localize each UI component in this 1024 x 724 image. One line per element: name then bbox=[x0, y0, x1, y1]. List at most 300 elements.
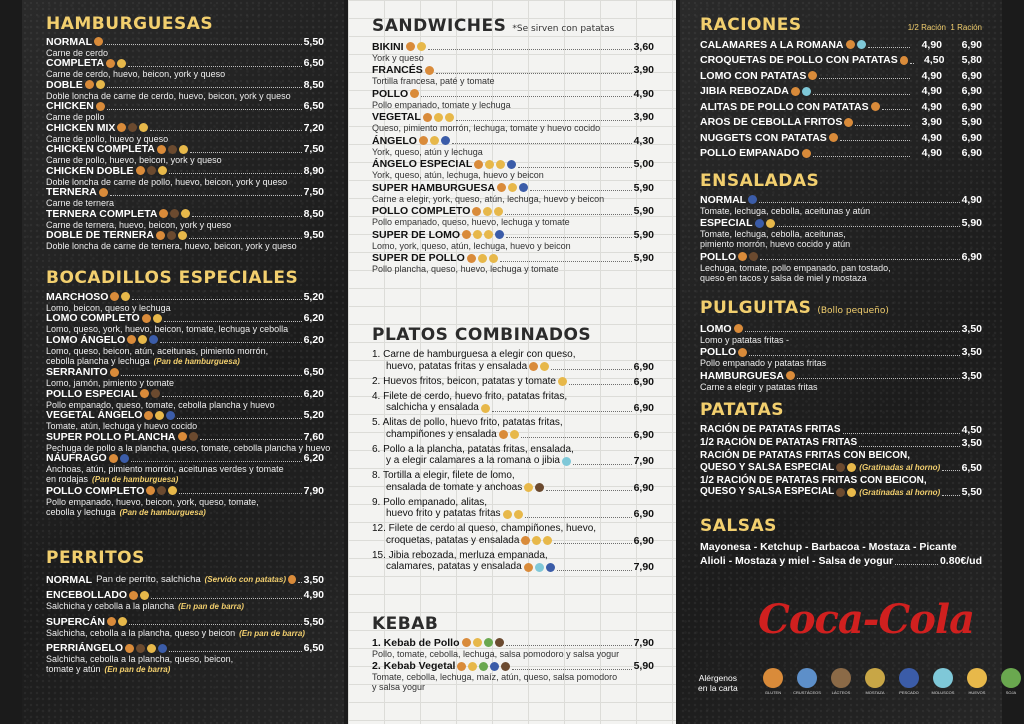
item-line: 15. Jibia rebozada, merluza empanada, bbox=[372, 549, 548, 561]
leader-dots bbox=[428, 43, 632, 50]
allergen-legend-label: MOLUSCOS bbox=[931, 690, 955, 695]
item-row bbox=[372, 229, 654, 241]
item-name: DOBLE DE TERNERA bbox=[46, 229, 154, 242]
item-price: 5,90 bbox=[633, 228, 654, 241]
allergen-icon bbox=[170, 209, 179, 218]
menu-item bbox=[372, 65, 654, 87]
item-description-text: en rodajas bbox=[46, 474, 89, 484]
allergen-icon bbox=[529, 362, 538, 371]
allergen-icon bbox=[514, 510, 523, 519]
item-row bbox=[372, 376, 654, 388]
item-row bbox=[700, 218, 982, 230]
allergen-icon bbox=[847, 463, 856, 472]
leader-dots bbox=[128, 60, 301, 67]
leader-dots bbox=[164, 315, 302, 322]
item-name: POLLO bbox=[372, 87, 409, 100]
leader-dots bbox=[129, 618, 302, 625]
item-description: Carne de ternera bbox=[46, 198, 115, 208]
allergen-icon bbox=[808, 71, 817, 80]
item-row bbox=[46, 453, 324, 465]
allergen-legend-label: LÁCTEOS bbox=[831, 690, 851, 695]
allergen-icon bbox=[417, 42, 426, 51]
menu-item bbox=[372, 229, 654, 251]
leader-dots bbox=[840, 134, 910, 141]
item-note: (Pan de hamburguesa) bbox=[92, 475, 179, 484]
menu-item bbox=[700, 194, 982, 216]
item-row bbox=[46, 101, 324, 113]
allergen-icon bbox=[532, 536, 541, 545]
allergen-legend-icon bbox=[933, 668, 953, 688]
racion-half-price: 4,90 bbox=[921, 85, 942, 98]
racion-row bbox=[700, 99, 982, 115]
item-row bbox=[700, 486, 982, 498]
item-name: MARCHOSO bbox=[46, 290, 109, 303]
leader-dots bbox=[121, 369, 302, 376]
item-price: 4,50 bbox=[961, 424, 982, 436]
item-line: QUESO Y SALSA ESPECIAL bbox=[700, 461, 835, 473]
item-name: LOMO ÁNGELO bbox=[46, 333, 126, 346]
allergen-icon bbox=[136, 644, 145, 653]
racion-half-price: 3,90 bbox=[921, 116, 942, 129]
item-row bbox=[700, 370, 982, 382]
ensaladas-section bbox=[700, 171, 982, 285]
item-description: Pollo empanado y patatas fritas bbox=[700, 358, 827, 368]
racion-name: AROS DE CEBOLLA FRITOS bbox=[700, 116, 843, 129]
item-row bbox=[700, 437, 982, 449]
item-row bbox=[46, 291, 324, 303]
item-price: 4,30 bbox=[633, 134, 654, 147]
item-name: ÁNGELO ESPECIAL bbox=[372, 158, 473, 171]
item-price: 6,20 bbox=[303, 333, 324, 346]
item-price: 7,60 bbox=[303, 430, 324, 443]
leader-dots bbox=[819, 72, 910, 79]
item-line: RACIÓN DE PATATAS FRITAS bbox=[700, 424, 841, 436]
item-name: ÁNGELO bbox=[372, 134, 417, 147]
leader-dots bbox=[452, 137, 632, 144]
leader-dots bbox=[749, 349, 959, 356]
allergen-icon bbox=[535, 563, 544, 572]
allergen-icon bbox=[543, 536, 552, 545]
menu-item bbox=[46, 122, 324, 144]
pulguitas-section bbox=[700, 298, 982, 394]
item-row bbox=[372, 206, 654, 218]
item-description: Anchoas, atún, pimiento morrón, aceitunas verdes y tomate bbox=[46, 464, 284, 474]
item-price: 3,50 bbox=[303, 573, 324, 586]
item-row bbox=[46, 36, 324, 48]
allergen-icon bbox=[766, 219, 775, 228]
item-price: 5,50 bbox=[303, 615, 324, 628]
item-description bbox=[46, 507, 324, 518]
leader-dots bbox=[569, 378, 632, 385]
numbered-item bbox=[700, 424, 982, 436]
allergen-icon bbox=[419, 136, 428, 145]
allergen-icon bbox=[473, 230, 482, 239]
leader-dots bbox=[110, 189, 302, 196]
item-description: y salsa yogur bbox=[372, 682, 426, 692]
allergen-legend-item bbox=[964, 668, 990, 695]
item-description: Lomo, jamón, pimiento y tomate bbox=[46, 378, 175, 388]
item-price: 5,90 bbox=[633, 205, 654, 218]
allergen-icon bbox=[155, 411, 164, 420]
item-name: DOBLE bbox=[46, 78, 83, 91]
left-panel bbox=[22, 0, 344, 724]
item-description: Pollo plancha, queso, huevo, lechuga y tomate bbox=[372, 264, 559, 274]
sandwiches-section bbox=[372, 16, 654, 276]
section-title: RACIONES bbox=[700, 15, 802, 35]
item-name: CHICKEN MIX bbox=[46, 121, 116, 134]
item-price: 5,20 bbox=[303, 409, 324, 422]
allergen-icon bbox=[497, 183, 506, 192]
allergen-icon bbox=[479, 662, 488, 671]
item-description: Lomo, beicon, queso y lechuga bbox=[46, 302, 171, 313]
allergen-icon bbox=[189, 432, 198, 441]
item-price: 3,90 bbox=[633, 111, 654, 124]
item-row bbox=[46, 431, 324, 443]
salsas-line1: Mayonesa - Ketchup - Barbacoa - Mostaza - Picante bbox=[700, 541, 957, 553]
item-price: 6,90 bbox=[633, 402, 654, 414]
allergen-legend-item bbox=[998, 668, 1024, 695]
salsas-price: 0.80€/ud bbox=[939, 555, 982, 567]
allergen-icon bbox=[153, 314, 162, 323]
item-price: 6,50 bbox=[303, 366, 324, 379]
leader-dots bbox=[777, 220, 960, 227]
allergen-icon bbox=[474, 160, 483, 169]
menu-item bbox=[46, 430, 331, 453]
section-title: PULGUITAS bbox=[700, 298, 812, 318]
allergen-icon bbox=[158, 166, 167, 175]
item-row bbox=[46, 313, 324, 325]
item-name: FRANCÉS bbox=[372, 64, 423, 77]
leader-dots bbox=[518, 161, 631, 168]
item-line: 8. Tortilla a elegir, filete de lomo, bbox=[372, 470, 515, 481]
item-line: 9. Pollo empanado, alitas, bbox=[372, 496, 488, 508]
leader-dots bbox=[105, 38, 301, 45]
allergen-icon bbox=[481, 404, 490, 413]
allergen-icon bbox=[749, 252, 758, 261]
allergen-icon bbox=[109, 454, 118, 463]
item-description: York y queso bbox=[372, 52, 424, 63]
allergen-icon bbox=[146, 486, 155, 495]
allergen-icon bbox=[734, 324, 743, 333]
allergen-legend-icon bbox=[899, 668, 919, 688]
leader-dots bbox=[179, 487, 301, 494]
item-note: (Gratinadas al horno) bbox=[859, 487, 941, 497]
allergen-icon bbox=[120, 454, 129, 463]
item-name: VEGETAL bbox=[372, 111, 421, 124]
alergenos-label-2: en la carta bbox=[698, 683, 738, 693]
allergen-icon bbox=[802, 87, 811, 96]
allergen-icon bbox=[507, 160, 516, 169]
item-row bbox=[46, 187, 324, 199]
menu-item bbox=[372, 41, 654, 63]
item-description: Salchicha, cebolla a la plancha, queso, beicon, bbox=[46, 654, 234, 664]
coca-cola-logo: Coca-Cola bbox=[758, 596, 975, 643]
menu-item bbox=[700, 251, 982, 283]
racion-row bbox=[700, 146, 982, 162]
allergen-legend-icon bbox=[831, 668, 851, 688]
allergen-icon bbox=[836, 463, 845, 472]
item-name: NORMAL bbox=[700, 193, 747, 206]
item-name: POLLO bbox=[700, 346, 737, 359]
allergen-icon bbox=[508, 183, 517, 192]
allergen-legend-item bbox=[760, 668, 786, 695]
item-row bbox=[372, 508, 654, 520]
allergen-icon bbox=[117, 123, 126, 132]
item-price: 6,90 bbox=[633, 534, 654, 547]
allergen-icon bbox=[468, 662, 477, 671]
item-note: (Gratinadas al horno) bbox=[859, 463, 941, 472]
item-line: 1/2 RACIÓN DE PATATAS FRITAS CON BEICON, bbox=[700, 474, 927, 486]
leader-dots bbox=[169, 645, 302, 652]
menu-item bbox=[46, 58, 324, 80]
item-row bbox=[700, 323, 982, 335]
section-title: KEBAB bbox=[372, 614, 439, 634]
allergen-icon bbox=[178, 231, 187, 240]
allergen-icon bbox=[496, 160, 505, 169]
item-description: Lomo y patatas fritas - bbox=[700, 334, 790, 345]
racion-name: ALITAS DE POLLO CON PATATAS bbox=[700, 100, 869, 113]
leader-dots bbox=[512, 663, 631, 670]
item-price: 8,50 bbox=[303, 78, 324, 91]
leader-dots bbox=[521, 431, 632, 438]
item-note: (En pan de barra) bbox=[239, 628, 305, 638]
item-price: 6,90 bbox=[633, 481, 654, 494]
item-description: Pollo empanado, queso, huevo, lechuga y tomate bbox=[372, 217, 570, 227]
item-row bbox=[372, 535, 654, 547]
racion-half-price: 4,90 bbox=[921, 100, 942, 113]
item-price: 6,50 bbox=[961, 461, 982, 474]
numbered-item bbox=[372, 550, 654, 574]
allergen-legend-item bbox=[930, 668, 956, 695]
item-name: 2. Kebab Vegetal bbox=[372, 660, 456, 673]
item-price: 7,90 bbox=[633, 561, 654, 573]
leader-dots bbox=[882, 103, 910, 110]
allergen-icon bbox=[462, 638, 471, 647]
item-line: salchicha y ensalada bbox=[386, 402, 479, 414]
allergen-legend-label: GLUTEN bbox=[764, 690, 782, 695]
racion-full-price: 6,90 bbox=[961, 147, 982, 160]
allergen-icon bbox=[423, 113, 432, 122]
item-price: 5,90 bbox=[633, 660, 654, 673]
item-row bbox=[46, 165, 324, 177]
allergen-icon bbox=[871, 102, 880, 111]
item-name: NÁUFRAGO bbox=[46, 452, 107, 465]
item-line: 12. Filete de cerdo al queso, champiñones, huevo, bbox=[372, 523, 597, 534]
leader-dots bbox=[573, 458, 632, 465]
allergen-icon bbox=[168, 145, 177, 154]
allergen-icon bbox=[138, 335, 147, 344]
allergen-legend-icon bbox=[865, 668, 885, 688]
item-description: Tomate, lechuga, cebolla, aceitunas, bbox=[700, 229, 846, 239]
item-price: 5,90 bbox=[961, 217, 982, 230]
alergenos-label bbox=[698, 673, 738, 693]
allergen-icon bbox=[748, 195, 757, 204]
item-note: (En pan de barra) bbox=[104, 665, 171, 674]
menu-item bbox=[46, 574, 324, 586]
section-title: SANDWICHES bbox=[372, 16, 507, 36]
item-description: York, queso, atún y lechuga bbox=[372, 146, 483, 157]
item-row bbox=[46, 122, 324, 134]
item-price: 4,90 bbox=[961, 193, 982, 206]
leader-dots bbox=[436, 67, 632, 74]
leader-dots bbox=[760, 253, 959, 260]
menu-item bbox=[46, 334, 324, 367]
item-name: POLLO bbox=[700, 250, 737, 263]
item-description-text: Salchicha y cebolla a la plancha bbox=[46, 601, 175, 611]
item-description: Queso, pimiento morrón, lechuga, tomate y huevo cocido bbox=[372, 123, 601, 133]
item-price: 8,50 bbox=[303, 207, 324, 220]
numbered-item bbox=[372, 470, 654, 494]
allergen-legend-icon bbox=[967, 668, 987, 688]
allergen-icon bbox=[755, 219, 764, 228]
item-price: 6,50 bbox=[303, 100, 324, 113]
allergen-icon bbox=[501, 662, 510, 671]
racion-name: CROQUETAS DE POLLO CON PATATAS bbox=[700, 54, 898, 67]
item-row bbox=[46, 574, 324, 586]
item-row bbox=[46, 485, 324, 497]
item-line: calamares, patatas y ensalada bbox=[386, 561, 522, 573]
allergen-icon bbox=[562, 457, 571, 466]
raciones-column-headers bbox=[908, 23, 982, 32]
item-description: York, queso, atún, lechuga, huevo y beicon bbox=[372, 170, 544, 180]
allergen-legend-item bbox=[896, 668, 922, 695]
item-row bbox=[700, 194, 982, 206]
item-row bbox=[372, 482, 654, 494]
item-price: 5,90 bbox=[633, 181, 654, 194]
allergen-icon bbox=[441, 136, 450, 145]
item-row bbox=[46, 643, 324, 655]
item-description bbox=[46, 474, 324, 485]
allergen-icon bbox=[406, 42, 415, 51]
leader-dots bbox=[813, 150, 910, 157]
racion-name: POLLO EMPANADO bbox=[700, 147, 800, 160]
item-price: 3,50 bbox=[961, 437, 982, 449]
item-description bbox=[46, 356, 324, 367]
racion-row bbox=[700, 130, 982, 146]
allergen-icon bbox=[158, 644, 167, 653]
section-title-wrap bbox=[372, 16, 654, 39]
item-price: 6,20 bbox=[303, 387, 324, 400]
allergen-icon bbox=[410, 89, 419, 98]
menu-item bbox=[46, 485, 324, 518]
allergen-legend-label: PESCADO bbox=[899, 690, 919, 695]
leader-dots bbox=[813, 88, 910, 95]
menu-item bbox=[372, 206, 654, 228]
allergen-icon bbox=[121, 292, 130, 301]
leader-dots bbox=[160, 336, 301, 343]
item-name: LOMO COMPLETO bbox=[46, 312, 140, 325]
leader-dots bbox=[546, 484, 631, 491]
racion-name: LOMO CON PATATAS bbox=[700, 69, 807, 82]
leader-dots bbox=[859, 440, 959, 447]
menu-item bbox=[46, 101, 324, 123]
item-description: Carne de pollo bbox=[46, 112, 105, 122]
item-row bbox=[46, 230, 324, 242]
item-line: huevo frito y patatas fritas bbox=[386, 508, 501, 520]
allergen-icon bbox=[786, 371, 795, 380]
allergen-icon bbox=[425, 66, 434, 75]
racion-name: NUGGETS CON PATATAS bbox=[700, 131, 827, 144]
item-description: Lechuga, tomate, pollo empanado, pan tostado, bbox=[700, 262, 891, 273]
item-description: Tomate, lechuga, cebolla, aceitunas y atún bbox=[700, 205, 871, 216]
leader-dots bbox=[745, 325, 960, 332]
menu-item bbox=[46, 36, 324, 58]
item-row bbox=[372, 637, 654, 649]
item-name: HAMBURGUESA bbox=[700, 369, 784, 382]
item-row bbox=[372, 41, 654, 53]
item-description-text: cebolla y lechuga bbox=[46, 506, 116, 517]
item-name: SERRANITO bbox=[46, 366, 108, 379]
allergen-icon bbox=[558, 377, 567, 386]
item-inline-desc: Pan de perrito, salchicha bbox=[96, 573, 201, 585]
allergen-legend-label: SOJA bbox=[1005, 690, 1017, 695]
allergen-icon bbox=[178, 432, 187, 441]
item-name: NORMAL bbox=[46, 573, 93, 586]
section-title-wrap bbox=[700, 298, 982, 321]
leader-dots bbox=[192, 210, 301, 217]
col-full: 1 Ración bbox=[950, 23, 982, 32]
numbered-item bbox=[700, 450, 982, 474]
item-price: 3,90 bbox=[633, 64, 654, 77]
leader-dots bbox=[190, 146, 302, 153]
item-description: Carne a elegir, york, queso, atún, lechuga, huevo y beicon bbox=[372, 193, 605, 204]
menu-item bbox=[46, 79, 324, 101]
leader-dots bbox=[843, 427, 960, 434]
salsas-section bbox=[700, 516, 982, 568]
item-price: 6,90 bbox=[633, 360, 654, 373]
allergen-icon bbox=[535, 483, 544, 492]
item-line: croquetas, patatas y ensalada bbox=[386, 534, 520, 546]
item-name: ESPECIAL bbox=[700, 217, 753, 230]
menu-item bbox=[46, 144, 324, 166]
item-name: 1. Kebab de Pollo bbox=[372, 636, 460, 649]
numbered-item bbox=[372, 523, 654, 547]
item-line: 5. Alitas de pollo, huevo frito, patatas fritas, bbox=[372, 417, 563, 428]
item-row bbox=[46, 410, 324, 422]
leader-dots bbox=[942, 464, 959, 471]
allergen-icon bbox=[96, 102, 105, 111]
racion-half-price: 4,90 bbox=[921, 38, 942, 51]
leader-dots bbox=[492, 405, 632, 412]
racion-full-price: 6,90 bbox=[961, 85, 982, 98]
item-row bbox=[372, 88, 654, 100]
leader-dots bbox=[177, 412, 301, 419]
item-line: champiñones y ensalada bbox=[386, 428, 497, 440]
menu-item bbox=[372, 88, 654, 110]
item-name: NORMAL bbox=[46, 35, 93, 48]
leader-dots bbox=[557, 564, 632, 571]
item-price: 5,00 bbox=[633, 158, 654, 171]
allergen-icon bbox=[106, 59, 115, 68]
allergen-icon bbox=[129, 591, 138, 600]
item-row bbox=[372, 253, 654, 265]
allergen-icon bbox=[157, 486, 166, 495]
allergen-legend-label: CRUSTÁCEOS bbox=[793, 690, 821, 695]
menu-item bbox=[700, 323, 982, 345]
item-description: Lomo, queso, york, huevo, beicon, tomate, lechuga y cebolla bbox=[46, 324, 289, 334]
kebab-section bbox=[372, 614, 654, 694]
item-description: Pollo empanado, queso, tomate, cebolla plancha y huevo bbox=[46, 399, 275, 410]
allergen-icon bbox=[110, 292, 119, 301]
menu-item bbox=[46, 165, 324, 187]
allergen-icon bbox=[489, 254, 498, 263]
leader-dots bbox=[855, 119, 910, 126]
item-row bbox=[46, 590, 324, 602]
section-title: ENSALADAS bbox=[700, 171, 820, 191]
allergen-icon bbox=[484, 638, 493, 647]
item-line: ensalada de tomate y anchoas bbox=[386, 481, 523, 493]
menu-item bbox=[372, 159, 654, 181]
